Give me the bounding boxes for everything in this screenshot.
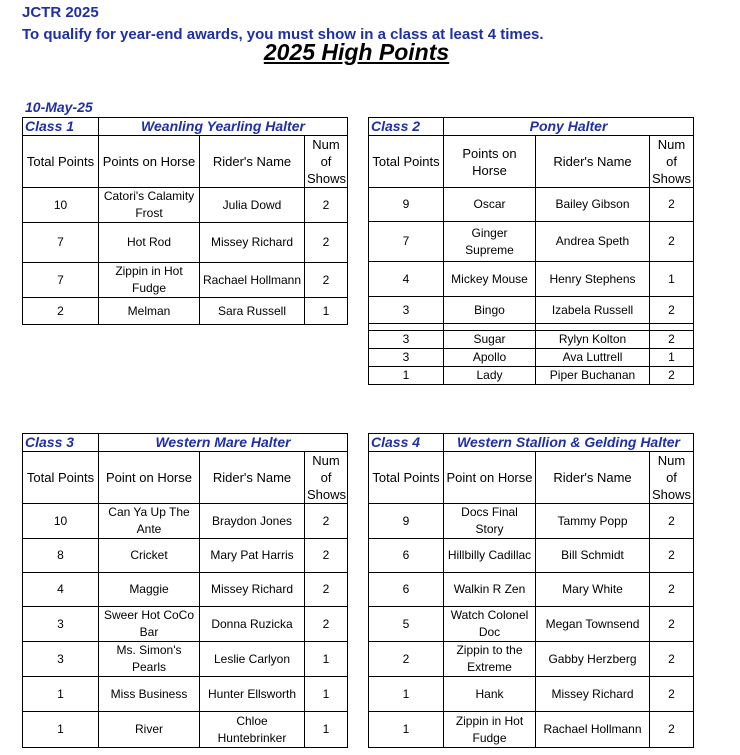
shows-cell: 2 bbox=[650, 188, 694, 222]
points-cell: 5 bbox=[369, 607, 444, 642]
rider-cell: Andrea Speth bbox=[536, 222, 650, 262]
table-row bbox=[369, 539, 694, 573]
rider-cell: Donna Ruzicka bbox=[200, 607, 305, 642]
table-row bbox=[369, 712, 694, 748]
points-cell: 6 bbox=[369, 573, 444, 607]
class-1-table bbox=[22, 117, 348, 325]
points-cell: 1 bbox=[369, 712, 444, 748]
rider-cell: Mary Pat Harris bbox=[200, 539, 305, 573]
points-cell: 7 bbox=[23, 223, 99, 263]
rider-cell: Leslie Carlyon bbox=[200, 642, 305, 677]
horse-cell: Lady bbox=[444, 367, 536, 385]
rider-cell: Tammy Popp bbox=[536, 504, 650, 539]
table-row bbox=[369, 297, 694, 324]
horse-cell: Docs Final Story bbox=[444, 504, 536, 539]
table-row bbox=[369, 188, 694, 222]
points-cell: 1 bbox=[369, 677, 444, 712]
horse-cell: Catori's Calamity Frost bbox=[99, 188, 200, 223]
horse-cell: Zippin to the Extreme bbox=[444, 642, 536, 677]
shows-cell: 1 bbox=[305, 677, 348, 712]
shows-cell: 2 bbox=[305, 188, 348, 223]
horse-cell: Maggie bbox=[99, 573, 200, 607]
table-row bbox=[23, 642, 348, 677]
rider-cell: Rylyn Kolton bbox=[536, 331, 650, 349]
points-cell: 2 bbox=[369, 642, 444, 677]
shows-cell: 1 bbox=[305, 712, 348, 748]
table-row bbox=[23, 263, 348, 298]
header-total-points: Total Points bbox=[369, 452, 444, 504]
header-horse: Point on Horse bbox=[444, 452, 536, 504]
class-3-table bbox=[22, 433, 348, 748]
shows-cell: 2 bbox=[650, 504, 694, 539]
shows-cell: 2 bbox=[650, 331, 694, 349]
shows-cell: 1 bbox=[305, 298, 348, 325]
class-4-table bbox=[368, 433, 694, 748]
rider-cell: Megan Townsend bbox=[536, 607, 650, 642]
header-horse: Points on Horse bbox=[444, 136, 536, 188]
shows-cell: 2 bbox=[650, 607, 694, 642]
points-cell: 4 bbox=[369, 262, 444, 297]
shows-cell: 2 bbox=[650, 677, 694, 712]
shows-cell: 2 bbox=[305, 573, 348, 607]
rider-cell: Bill Schmidt bbox=[536, 539, 650, 573]
horse-cell: Melman bbox=[99, 298, 200, 325]
shows-cell: 2 bbox=[650, 367, 694, 385]
points-cell: 2 bbox=[23, 298, 99, 325]
rider-cell: Julia Dowd bbox=[200, 188, 305, 223]
horse-cell: Hot Rod bbox=[99, 223, 200, 263]
shows-cell: 2 bbox=[650, 573, 694, 607]
qualification-notice: To qualify for year-end awards, you must show in a class at least 4 times. bbox=[22, 26, 544, 43]
rider-cell: Sara Russell bbox=[200, 298, 305, 325]
header-num-shows: Num of Shows bbox=[305, 136, 348, 188]
shows-cell: 2 bbox=[305, 263, 348, 298]
points-cell: 9 bbox=[369, 188, 444, 222]
header-rider: Rider's Name bbox=[536, 452, 650, 504]
table-row bbox=[23, 298, 348, 325]
shows-cell: 1 bbox=[650, 262, 694, 297]
points-cell: 10 bbox=[23, 504, 99, 539]
rider-cell: Rachael Hollmann bbox=[200, 263, 305, 298]
points-cell: 3 bbox=[23, 642, 99, 677]
class-name: Western Mare Halter bbox=[99, 434, 348, 452]
shows-cell: 2 bbox=[305, 607, 348, 642]
class-name: Western Stallion & Gelding Halter bbox=[444, 434, 694, 452]
shows-cell: 1 bbox=[650, 349, 694, 367]
header-num-shows: Num of Shows bbox=[650, 136, 694, 188]
header-total-points: Total Points bbox=[23, 452, 99, 504]
horse-cell: Miss Business bbox=[99, 677, 200, 712]
class-number: Class 2 bbox=[369, 118, 444, 136]
points-cell: 4 bbox=[23, 573, 99, 607]
header-num-shows: Num of Shows bbox=[305, 452, 348, 504]
table-row bbox=[369, 349, 694, 367]
shows-cell: 2 bbox=[650, 539, 694, 573]
points-cell: 3 bbox=[23, 607, 99, 642]
horse-cell: Zippin in Hot Fudge bbox=[99, 263, 200, 298]
rider-cell: Piper Buchanan bbox=[536, 367, 650, 385]
table-row bbox=[369, 504, 694, 539]
table-row bbox=[369, 677, 694, 712]
table-row bbox=[369, 331, 694, 349]
horse-cell: Hillbilly Cadillac bbox=[444, 539, 536, 573]
header-total-points: Total Points bbox=[23, 136, 99, 188]
points-cell: 7 bbox=[23, 263, 99, 298]
table-row bbox=[369, 642, 694, 677]
header-rider: Rider's Name bbox=[200, 136, 305, 188]
table-row bbox=[23, 188, 348, 223]
points-cell: 1 bbox=[23, 677, 99, 712]
org-heading: JCTR 2025 bbox=[22, 4, 99, 21]
horse-cell: Sugar bbox=[444, 331, 536, 349]
header-rider: Rider's Name bbox=[200, 452, 305, 504]
horse-cell: Sweer Hot CoCo Bar bbox=[99, 607, 200, 642]
horse-cell: Hank bbox=[444, 677, 536, 712]
shows-cell: 1 bbox=[305, 642, 348, 677]
table-row bbox=[369, 262, 694, 297]
rider-cell: Missey Richard bbox=[200, 223, 305, 263]
horse-cell: Ms. Simon's Pearls bbox=[99, 642, 200, 677]
shows-cell: 2 bbox=[650, 297, 694, 324]
header-total-points: Total Points bbox=[369, 136, 444, 188]
horse-cell: Bingo bbox=[444, 297, 536, 324]
rider-cell: Missey Richard bbox=[536, 677, 650, 712]
horse-cell: Zippin in Hot Fudge bbox=[444, 712, 536, 748]
class-name: Weanling Yearling Halter bbox=[99, 118, 348, 136]
table-row bbox=[369, 222, 694, 262]
points-cell: 10 bbox=[23, 188, 99, 223]
header-num-shows: Num of Shows bbox=[650, 452, 694, 504]
rider-cell: Hunter Ellsworth bbox=[200, 677, 305, 712]
rider-cell: Missey Richard bbox=[200, 573, 305, 607]
date-label: 10-May-25 bbox=[25, 99, 93, 115]
header-horse: Point on Horse bbox=[99, 452, 200, 504]
shows-cell: 2 bbox=[650, 712, 694, 748]
points-cell: 8 bbox=[23, 539, 99, 573]
horse-cell: Watch Colonel Doc bbox=[444, 607, 536, 642]
table-row bbox=[23, 712, 348, 748]
header-rider: Rider's Name bbox=[536, 136, 650, 188]
table-row bbox=[23, 677, 348, 712]
table-row bbox=[23, 504, 348, 539]
class-number: Class 3 bbox=[23, 434, 99, 452]
rider-cell: Izabela Russell bbox=[536, 297, 650, 324]
points-cell: 7 bbox=[369, 222, 444, 262]
table-row bbox=[23, 223, 348, 263]
class-number: Class 1 bbox=[23, 118, 99, 136]
horse-cell: River bbox=[99, 712, 200, 748]
shows-cell: 2 bbox=[650, 222, 694, 262]
table-row bbox=[369, 573, 694, 607]
points-cell: 6 bbox=[369, 539, 444, 573]
class-number: Class 4 bbox=[369, 434, 444, 452]
rider-cell: Mary White bbox=[536, 573, 650, 607]
shows-cell: 2 bbox=[305, 504, 348, 539]
rider-cell: Braydon Jones bbox=[200, 504, 305, 539]
horse-cell: Cricket bbox=[99, 539, 200, 573]
horse-cell: Ginger Supreme bbox=[444, 222, 536, 262]
rider-cell: Bailey Gibson bbox=[536, 188, 650, 222]
table-row bbox=[23, 607, 348, 642]
table-row bbox=[369, 607, 694, 642]
rider-cell: Henry Stephens bbox=[536, 262, 650, 297]
horse-cell: Mickey Mouse bbox=[444, 262, 536, 297]
points-cell: 3 bbox=[369, 297, 444, 324]
rider-cell: Ava Luttrell bbox=[536, 349, 650, 367]
rider-cell: Rachael Hollmann bbox=[536, 712, 650, 748]
points-cell: 1 bbox=[23, 712, 99, 748]
table-row bbox=[23, 573, 348, 607]
points-cell: 3 bbox=[369, 349, 444, 367]
class-2-table bbox=[368, 117, 694, 385]
shows-cell: 2 bbox=[305, 223, 348, 263]
points-cell: 3 bbox=[369, 331, 444, 349]
horse-cell: Oscar bbox=[444, 188, 536, 222]
class-name: Pony Halter bbox=[444, 118, 694, 136]
horse-cell: Walkin R Zen bbox=[444, 573, 536, 607]
page-title: 2025 High Points bbox=[263, 39, 450, 65]
points-cell: 1 bbox=[369, 367, 444, 385]
table-row bbox=[23, 539, 348, 573]
horse-cell: Can Ya Up The Ante bbox=[99, 504, 200, 539]
horse-cell: Apollo bbox=[444, 349, 536, 367]
points-cell: 9 bbox=[369, 504, 444, 539]
shows-cell: 2 bbox=[650, 642, 694, 677]
header-horse: Points on Horse bbox=[99, 136, 200, 188]
rider-cell: Chloe Huntebrinker bbox=[200, 712, 305, 748]
shows-cell: 2 bbox=[305, 539, 348, 573]
rider-cell: Gabby Herzberg bbox=[536, 642, 650, 677]
table-row bbox=[369, 367, 694, 385]
